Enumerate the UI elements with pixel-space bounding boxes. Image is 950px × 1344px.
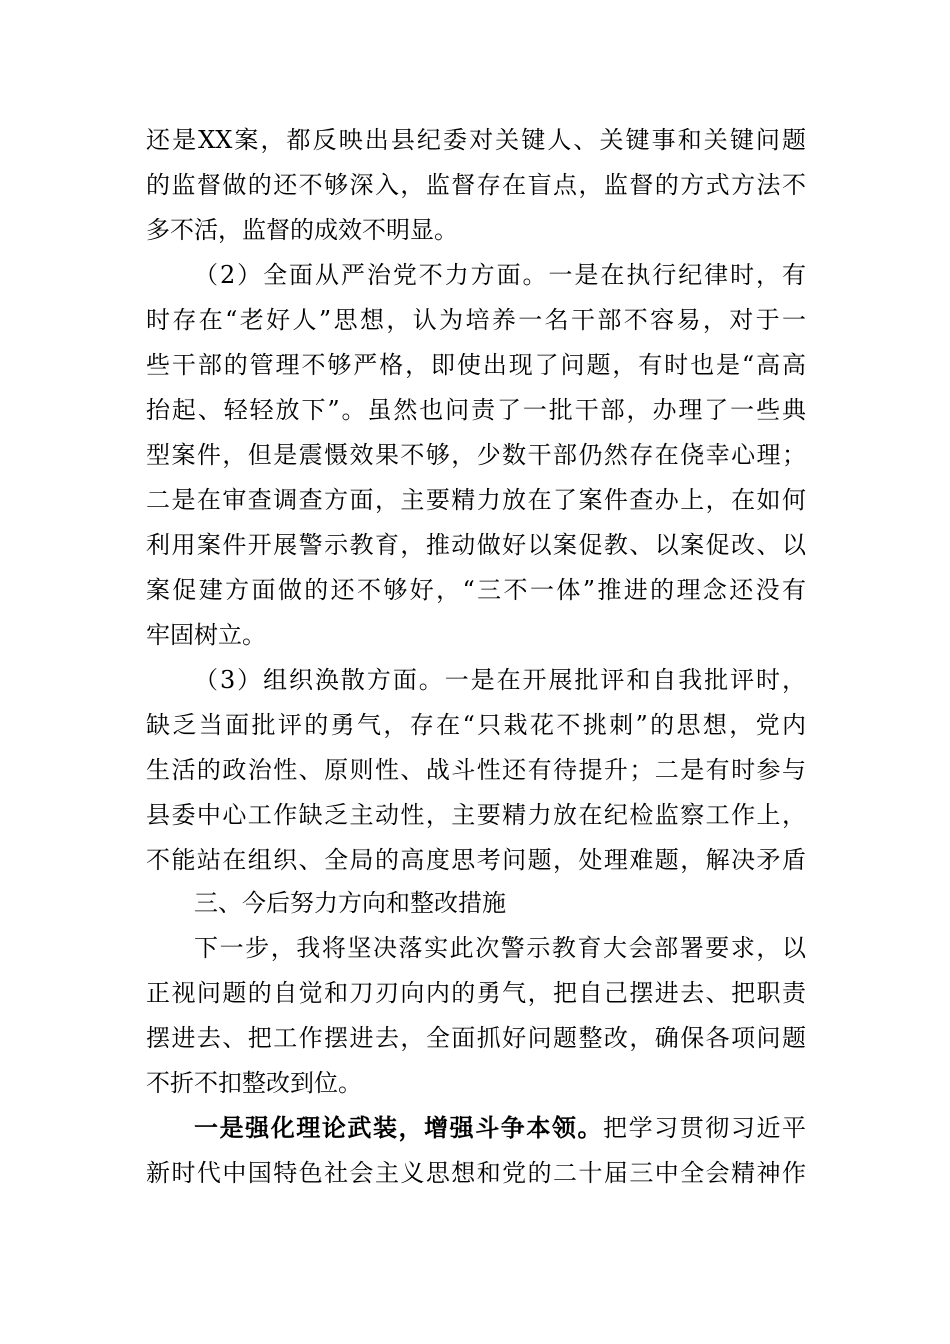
- text-line: 摆进去、把工作摆进去，全面抓好问题整改，确保各项问题: [146, 1024, 806, 1052]
- paragraph-heading-3: （3）组织涣散方面。一是在开展批评和自我批评时，: [194, 666, 806, 694]
- text-line: 县委中心工作缺乏主动性，主要精力放在纪检监察工作上，: [146, 801, 806, 829]
- text-line: 利用案件开展警示教育，推动做好以案促教、以案促改、以: [146, 531, 806, 559]
- text-line: 生活的政治性、原则性、战斗性还有待提升；二是有时参与: [146, 756, 806, 784]
- text-line: 还是XX案，都反映出县纪委对关键人、关键事和关键问题: [146, 126, 806, 154]
- text-line: 不能站在组织、全局的高度思考问题，处理难题，解决矛盾: [146, 846, 806, 874]
- text-line: 抬起、轻轻放下”。虽然也问责了一批干部，办理了一些典: [146, 396, 806, 424]
- text-line: 时存在“老好人”思想，认为培养一名干部不容易，对于一: [146, 306, 806, 334]
- text-line: 新时代中国特色社会主义思想和党的二十届三中全会精神作: [146, 1159, 806, 1187]
- text-line: 案促建方面做的还不够好，“三不一体”推进的理念还没有: [146, 576, 806, 604]
- text-line: 牢固树立。: [146, 621, 266, 649]
- text-line: 缺乏当面批评的勇气，存在“只栽花不挑刺”的思想，党内: [146, 711, 806, 739]
- text-line: 的监督做的还不够深入，监督存在盲点，监督的方式方法不: [146, 171, 806, 199]
- text-line: 正视问题的自觉和刀刃向内的勇气，把自己摆进去、把职责: [146, 979, 806, 1007]
- bold-lead-text: 一是强化理论武装，增强斗争本领。: [194, 1113, 604, 1142]
- text-line: 些干部的管理不够严格，即使出现了问题，有时也是“高高: [146, 351, 806, 379]
- text-line: 二是在审查调查方面，主要精力放在了案件查办上，在如何: [146, 486, 806, 514]
- text-line: 下一步，我将坚决落实此次警示教育大会部署要求，以: [194, 934, 806, 962]
- lead-paragraph-line: [194, 1113, 806, 1143]
- text-line: 不折不扣整改到位。: [146, 1069, 362, 1097]
- paragraph-heading-2: （2）全面从严治党不力方面。一是在执行纪律时，有: [194, 261, 806, 289]
- text-line: 把学习贯彻习近平: [603, 1114, 806, 1142]
- text-line: 多不活，监督的成效不明显。: [146, 216, 458, 244]
- text-line: 型案件，但是震慑效果不够，少数干部仍然存在侥幸心理；: [146, 441, 806, 469]
- section-heading: 三、今后努力方向和整改措施: [194, 889, 506, 917]
